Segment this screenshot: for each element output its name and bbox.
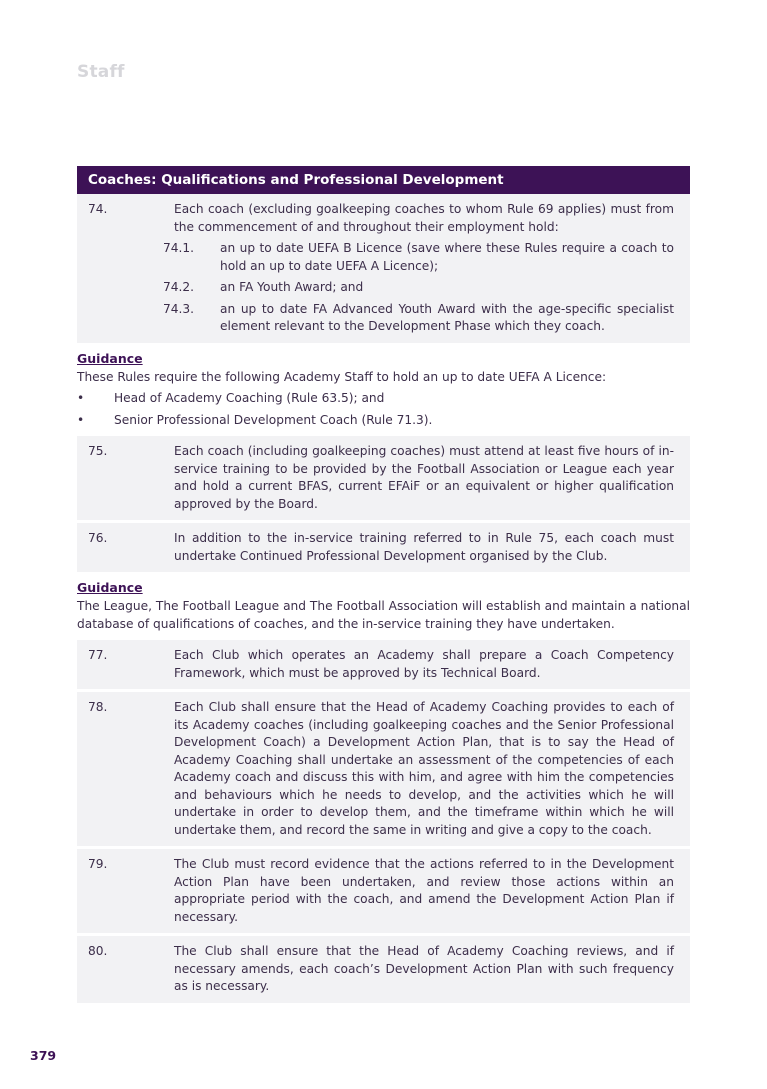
rule-number: 74. xyxy=(88,202,108,216)
rule-text: Each Club shall ensure that the Head of Academy Coaching provides to each of its Academy coaches (including goalkeeping coaches and the Senior Professional Development Coach) a Development Action Plan, that is to say the Head of Academy Coaching shall undertake an assessment of the competencies of each Academy coach and discuss this with him, and agree with him the competencies and behaviours which he needs to develop, and the activities which he will undertake in order to develop them, and the timeframe within which he will undertake them, and record the same in writing and give a copy to the coach. xyxy=(174,700,674,837)
rule-text: Each coach (excluding goalkeeping coaches to whom Rule 69 applies) must from the commencement of and throughout their employment hold: xyxy=(174,202,674,234)
sub-rule-number: 74.3. xyxy=(163,301,195,316)
sub-rule-text: an up to date UEFA B Licence (save where these Rules require a coach to hold an up to date UEFA A Licence); xyxy=(220,241,674,273)
rule-number: 78. xyxy=(88,700,108,714)
rule-number: 80. xyxy=(88,944,108,958)
sub-rule-text: an FA Youth Award; and xyxy=(220,280,364,294)
guidance-1 xyxy=(77,351,690,430)
sub-rule-74-1 xyxy=(163,240,674,275)
rule-number: 75. xyxy=(88,444,108,458)
sub-rule-number: 74.2. xyxy=(163,280,195,294)
guidance-text: These Rules require the following Academy Staff to hold an up to date UEFA A Licence: xyxy=(77,369,607,384)
section-title: Staff xyxy=(77,62,125,82)
bullet-text: Head of Academy Coaching (Rule 63.5); and xyxy=(114,391,385,405)
rule-77 xyxy=(77,640,690,689)
section-header: Coaches: Qualifications and Professional Development xyxy=(77,166,690,194)
guidance-text: The League, The Football League and The Football Association will establish and maintain a national database of qualifications of coaches, and the in-service training they have undertaken. xyxy=(77,599,690,631)
rule-79 xyxy=(77,849,690,933)
sub-rule-number: 74.1. xyxy=(163,241,195,255)
rule-80 xyxy=(77,936,690,1003)
rule-text: Each Club which operates an Academy shall prepare a Coach Competency Framework, which must be approved by its Technical Board. xyxy=(174,648,674,680)
rule-75 xyxy=(77,436,690,520)
rule-number: 76. xyxy=(88,531,108,545)
sub-rule-text: an up to date FA Advanced Youth Award with the age-specific specialist element relevant to the Development Phase which they coach. xyxy=(220,301,674,333)
rule-78 xyxy=(77,692,690,846)
page-number: 379 xyxy=(30,1048,57,1063)
bullet-icon: • xyxy=(77,412,85,427)
rule-text: The Club must record evidence that the actions referred to in the Development Action Plan have been undertaken, and review those actions within an appropriate period with the coach, and amend the Development Action Plan if necessary. xyxy=(174,857,674,924)
guidance-title: Guidance xyxy=(77,580,143,595)
sub-rule-74-3 xyxy=(163,301,674,336)
rule-76 xyxy=(77,523,690,572)
guidance-title: Guidance xyxy=(77,350,143,366)
rule-number: 79. xyxy=(88,857,108,871)
guidance-2 xyxy=(77,580,690,633)
rule-text: The Club shall ensure that the Head of Academy Coaching reviews, and if necessary amends, each coach’s Development Action Plan with such frequency as is necessary. xyxy=(174,944,674,993)
rule-number: 77. xyxy=(88,648,108,662)
sub-rule-74-2 xyxy=(163,279,674,297)
bullet-item xyxy=(77,390,690,408)
bullet-text: Senior Professional Development Coach (Rule 71.3). xyxy=(114,412,433,427)
bullet-item xyxy=(77,412,690,430)
rule-text: Each coach (including goalkeeping coaches) must attend at least five hours of in-service training to be provided by the Football Association or League each year and hold a current BFAS, current EFAiF or an equivalent or higher qualification approved by the Board. xyxy=(174,444,674,511)
bullet-icon: • xyxy=(77,391,85,405)
rules-content xyxy=(77,166,690,1003)
rule-text: In addition to the in-service training referred to in Rule 75, each coach must undertake Continued Professional Development organised by the Club. xyxy=(174,531,674,563)
rule-74 xyxy=(77,194,690,343)
